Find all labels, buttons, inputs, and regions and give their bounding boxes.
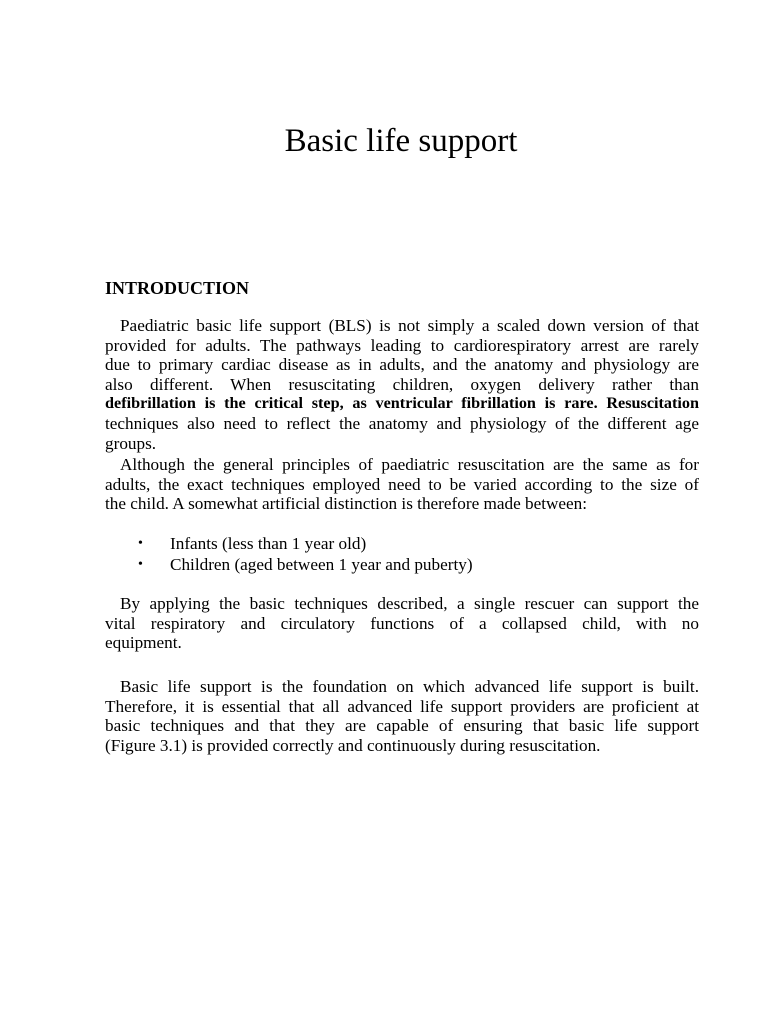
list-item xyxy=(105,533,699,554)
paragraph-line: Basic life support is the foundation on which advanced life support is built. xyxy=(120,677,699,696)
paragraph-line: Although the general principles of paediatric resuscitation are the same as for xyxy=(120,455,699,474)
paragraph-line: Therefore, it is essential that all advanced life support providers are proficient at xyxy=(105,696,699,716)
paragraph-line: groups. xyxy=(105,433,157,453)
paragraph-1 xyxy=(105,316,699,453)
list-item xyxy=(105,554,699,575)
paragraph-line: also different. When resuscitating children, oxygen delivery rather than xyxy=(105,374,699,394)
paragraph-2 xyxy=(105,455,699,514)
bullet-icon: • xyxy=(138,536,143,551)
paragraph-3 xyxy=(105,594,699,653)
paragraph-line: equipment. xyxy=(105,633,182,653)
section-heading: INTRODUCTION xyxy=(105,278,250,298)
page-title: Basic life support xyxy=(284,123,518,159)
paragraph-line: vital respiratory and circulatory functions of a collapsed child, with no xyxy=(105,613,699,633)
paragraph-line: Paediatric basic life support (BLS) is not simply a scaled down version of that xyxy=(120,316,699,335)
paragraph-line: the child. A somewhat artificial distinction is therefore made between: xyxy=(105,494,588,514)
paragraph-line: By applying the basic techniques described, a single rescuer can support the xyxy=(120,594,699,613)
paragraph-line: (Figure 3.1) is provided correctly and continuously during resuscitation. xyxy=(105,735,601,755)
list-item-text: Infants (less than 1 year old) xyxy=(170,534,367,553)
paragraph-line: due to primary cardiac disease as in adults, and the anatomy and physiology are xyxy=(105,355,699,375)
bullet-icon: • xyxy=(138,557,143,572)
paragraph-4 xyxy=(105,677,699,755)
paragraph-line: provided for adults. The pathways leading to cardiorespiratory arrest are rarely xyxy=(105,335,699,355)
bullet-list xyxy=(105,533,699,575)
paragraph-line: basic techniques and that they are capable of ensuring that basic life support xyxy=(105,716,699,736)
paragraph-line: adults, the exact techniques employed need to be varied according to the size of xyxy=(105,474,699,494)
paragraph-line: techniques also need to reflect the anatomy and physiology of the different age xyxy=(105,413,699,433)
list-item-text: Children (aged between 1 year and puberty) xyxy=(170,555,473,574)
paragraph-line: defibrillation is the critical step, as ventricular fibrillation is rare. Resuscitation xyxy=(105,394,699,413)
